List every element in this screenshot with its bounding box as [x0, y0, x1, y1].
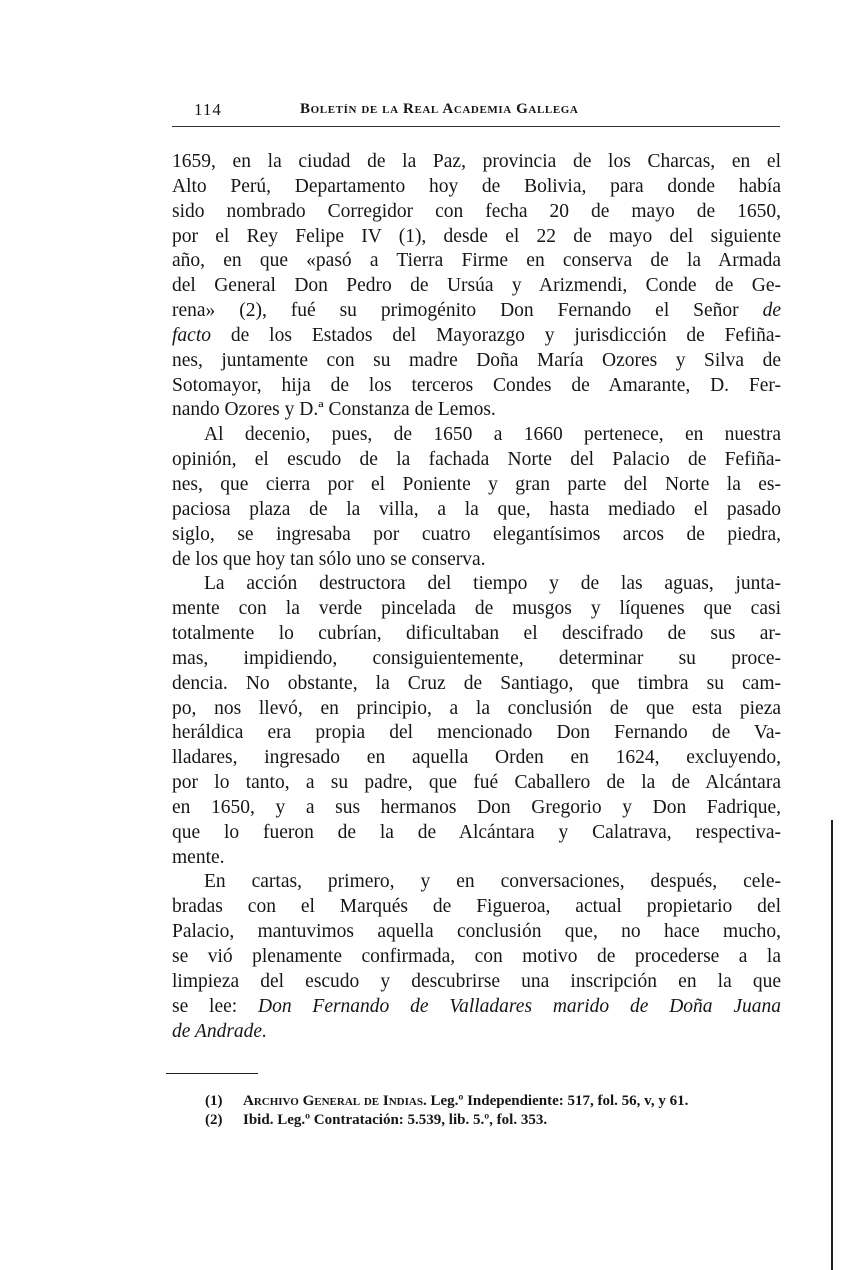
- footnote: [205, 1111, 785, 1130]
- text-segment: limpieza del escudo y descubrirse una inscripción en la que: [172, 970, 781, 992]
- text-segment: por lo tanto, a su padre, que fué Caballero de la de Alcántara: [172, 772, 781, 794]
- text-segment: que lo fueron de la de Alcántara y Calatrava, respectiva-: [172, 821, 781, 843]
- text-line: [172, 299, 781, 324]
- text-line: [172, 523, 781, 548]
- text-segment: nes, juntamente con su madre Doña María Ozores y Silva de: [172, 349, 781, 371]
- text-line: [172, 672, 781, 697]
- text-line: [172, 846, 781, 871]
- footnotes: [205, 1092, 785, 1130]
- text-line: [172, 945, 781, 970]
- text-line: [172, 920, 781, 945]
- text-segment: mas, impidiendo, consiguientemente, determinar su proce-: [172, 647, 781, 669]
- text-segment: del General Don Pedro de Ursúa y Arizmendi, Conde de Ge-: [172, 275, 781, 297]
- text-line: [172, 970, 781, 995]
- text-line: [172, 771, 781, 796]
- page-number: 114: [194, 100, 222, 119]
- text-line: [172, 895, 781, 920]
- text-line: [172, 249, 781, 274]
- italic-text: de: [762, 300, 781, 322]
- footnote-mark: (2): [205, 1112, 223, 1128]
- footnote-rule: [166, 1073, 258, 1074]
- text-line: [172, 697, 781, 722]
- text-line: [172, 548, 781, 573]
- text-segment: en 1650, y a sus hermanos Don Gregorio y Don Fadrique,: [172, 796, 781, 818]
- text-segment: Palacio, mantuvimos aquella conclusión que, no hace mucho,: [172, 921, 781, 943]
- footnote-mark: (1): [205, 1093, 223, 1109]
- text-line: [172, 423, 781, 448]
- running-title: Boletín de la Real Academia Gallega: [300, 101, 579, 117]
- text-segment: sido nombrado Corregidor con fecha 20 de mayo de 1650,: [172, 200, 781, 222]
- text-segment: rena» (2), fué su primogénito Don Fernando el Señor: [172, 300, 763, 322]
- text-segment: opinión, el escudo de la fachada Norte del Palacio de Fefiña-: [172, 449, 781, 471]
- text-segment: nando Ozores y D.ª Constanza de Lemos.: [172, 399, 496, 421]
- text-segment: de los Estados del Mayorazgo y jurisdicción de Fefiña-: [211, 324, 781, 346]
- text-segment: nes, que cierra por el Poniente y gran parte del Norte la es-: [172, 473, 781, 495]
- header-rule: [172, 126, 780, 127]
- text-segment: siglo, se ingresaba por cuatro elegantísimos arcos de piedra,: [172, 523, 781, 545]
- italic-text: Don Fernando de Valladares marido de Doña Juana: [258, 995, 781, 1017]
- text-segment: 1659, en la ciudad de la Paz, provincia de los Charcas, en el: [172, 151, 781, 172]
- text-segment: paciosa plaza de la villa, a la que, hasta mediado el pasado: [172, 498, 781, 520]
- text-line: [172, 473, 781, 498]
- text-segment: dencia. No obstante, la Cruz de Santiago, que timbra su cam-: [172, 672, 781, 694]
- text-segment: totalmente lo cubrían, dificultaban el descifrado de sus ar-: [172, 623, 781, 645]
- text-line: [172, 746, 781, 771]
- text-segment: mente.: [172, 846, 225, 868]
- text-line: [172, 398, 781, 423]
- text-segment: se vió plenamente confirmada, con motivo de procederse a la: [172, 946, 781, 967]
- text-line: [172, 647, 781, 672]
- text-segment: Sotomayor, hija de los terceros Condes de Amarante, D. Fer-: [172, 374, 781, 396]
- footnote-text: Leg.º Independiente: 517, fol. 56, v, y 61.: [426, 1093, 689, 1109]
- text-line: [172, 225, 781, 250]
- running-header: [172, 100, 780, 122]
- text-line: [172, 821, 781, 846]
- text-line: [172, 572, 781, 597]
- text-segment: Alto Perú, Departamento hoy de Bolivia, para donde había: [172, 175, 781, 197]
- text-line: [172, 796, 781, 821]
- text-segment: de los que hoy tan sólo uno se conserva.: [172, 548, 486, 570]
- scan-edge-artifact: [831, 820, 833, 1270]
- body-text: [172, 150, 781, 1044]
- italic-text: facto: [172, 324, 211, 346]
- text-segment: se lee:: [172, 995, 259, 1017]
- text-line: [172, 622, 781, 647]
- footnote-text: Ibid. Leg.º Contratación: 5.539, lib. 5.º, fol. 353.: [243, 1112, 548, 1128]
- text-line: [172, 721, 781, 746]
- text-segment: po, nos llevó, en principio, a la conclusión de que esta pieza: [172, 697, 781, 719]
- footnote-source: Archivo General de Indias.: [243, 1093, 427, 1109]
- text-segment: En cartas, primero, y en conversaciones, después, cele-: [204, 871, 781, 893]
- text-segment: por el Rey Felipe IV (1), desde el 22 de mayo del siguiente: [172, 225, 781, 247]
- italic-text: de Andrade.: [172, 1020, 267, 1042]
- text-line: [172, 200, 781, 225]
- text-line: [172, 498, 781, 523]
- text-line: [172, 1020, 781, 1045]
- text-line: [172, 274, 781, 299]
- text-line: [172, 995, 781, 1020]
- text-line: [172, 448, 781, 473]
- text-line: [172, 597, 781, 622]
- text-line: [172, 175, 781, 200]
- footnote: [205, 1092, 785, 1111]
- text-line: [172, 324, 781, 349]
- text-segment: Al decenio, pues, de 1650 a 1660 pertenece, en nuestra: [204, 424, 781, 446]
- text-segment: bradas con el Marqués de Figueroa, actual propietario del: [172, 896, 781, 918]
- text-segment: heráldica era propia del mencionado Don Fernando de Va-: [172, 722, 781, 744]
- text-segment: mente con la verde pincelada de musgos y líquenes que casi: [172, 598, 781, 620]
- text-line: [172, 150, 781, 175]
- text-segment: La acción destructora del tiempo y de las aguas, junta-: [204, 573, 781, 595]
- text-line: [172, 870, 781, 895]
- text-line: [172, 374, 781, 399]
- text-segment: año, en que «pasó a Tierra Firme en conserva de la Armada: [172, 250, 781, 272]
- text-segment: lladares, ingresado en aquella Orden en 1624, excluyendo,: [172, 747, 781, 769]
- text-line: [172, 349, 781, 374]
